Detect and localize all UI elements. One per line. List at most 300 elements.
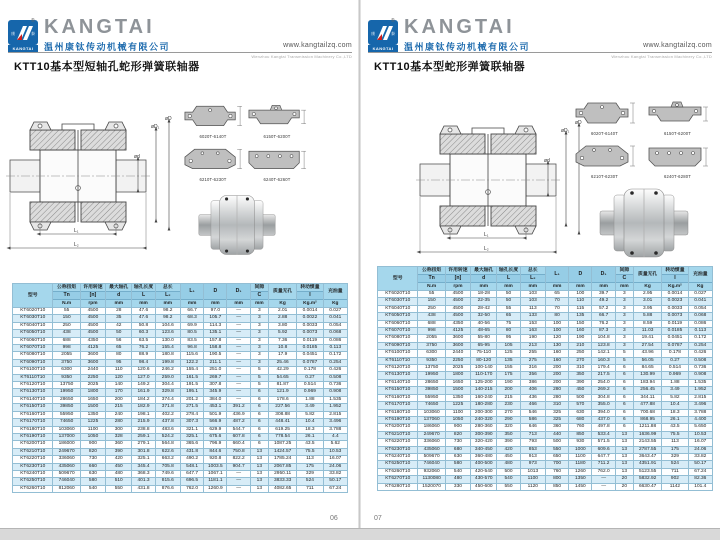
value-cell: 40-56 <box>471 320 497 327</box>
value-cell: 688 <box>53 337 80 344</box>
value-cell: 4125 <box>80 345 105 352</box>
value-cell: — <box>227 389 250 396</box>
value-cell: 200 <box>106 396 132 403</box>
value-cell: 19.41 <box>633 335 661 342</box>
value-cell: 822.2 <box>227 456 250 463</box>
value-cell: 80-120 <box>471 357 497 364</box>
column-header <box>592 267 615 291</box>
model-cell: KT6150T10 <box>13 404 53 411</box>
value-cell: 251.0 <box>204 367 227 374</box>
model-cell: KT6040T10 <box>378 305 418 312</box>
value-cell: 1050 <box>80 433 105 440</box>
model-cell: KT6090T10 <box>13 359 53 366</box>
value-cell: 550 <box>545 446 568 453</box>
value-cell: 270 <box>569 357 592 364</box>
value-cell: 5 <box>615 350 633 357</box>
model-cell: KT6190T10 <box>378 416 418 423</box>
value-cell: 26.1 <box>297 433 323 440</box>
value-cell: 5 <box>250 374 268 381</box>
value-cell: — <box>227 485 250 492</box>
column-header <box>106 284 132 308</box>
header-text: rpm <box>446 282 470 290</box>
value-cell: 240-320 <box>471 416 497 423</box>
header-text: I <box>662 274 687 282</box>
value-cell: 6 <box>615 372 633 379</box>
table-row <box>378 483 713 490</box>
value-cell: 68.3 <box>180 315 203 322</box>
value-cell: 310 <box>545 402 568 409</box>
model-cell: KT6260T10 <box>13 485 53 492</box>
value-cell: — <box>227 330 250 337</box>
value-cell: 96.8 <box>180 345 203 352</box>
table-row <box>378 476 713 483</box>
value-cell: 1260.9 <box>204 485 227 492</box>
value-cell: 191.5 <box>180 382 203 389</box>
cover-range-label: 6240T-6260T <box>263 177 291 182</box>
value-cell: 240 <box>106 411 132 418</box>
model-cell: KT6170T10 <box>378 402 418 409</box>
value-cell: 6 <box>250 411 268 418</box>
value-cell: 1181.1 <box>204 478 227 485</box>
column-header <box>204 284 227 308</box>
cover-drawing-icon <box>247 145 307 171</box>
value-cell: 6 <box>615 424 633 431</box>
value-cell: 98.2 <box>155 315 180 322</box>
value-cell: 350 <box>497 431 520 438</box>
value-cell: 1120 <box>520 483 545 490</box>
value-cell: 110 <box>106 367 132 374</box>
header-text: rpm <box>81 299 105 307</box>
value-cell: 81.87 <box>268 382 296 389</box>
value-cell: 3 <box>615 313 633 320</box>
coupling-photo <box>197 192 277 263</box>
value-cell: 509670 <box>418 453 445 460</box>
cover-variant <box>570 99 639 136</box>
value-cell: 646 <box>520 424 545 431</box>
table-row <box>378 372 713 379</box>
header-text: 转动惯量 <box>665 268 685 273</box>
value-cell: 259.1 <box>132 433 155 440</box>
value-cell: 571.5 <box>592 439 615 446</box>
value-cell: 663.2 <box>155 456 180 463</box>
value-cell: 580 <box>80 478 105 485</box>
value-cell: 2.815 <box>323 411 347 418</box>
coupling-photo <box>598 185 690 266</box>
value-cell: 746040 <box>418 461 445 468</box>
value-cell: 6 <box>250 419 268 426</box>
header-text: L₂ <box>156 291 180 299</box>
model-cell: KT6220T10 <box>378 439 418 446</box>
model-cell: KT6120T10 <box>378 365 418 372</box>
value-cell: 550 <box>106 485 132 492</box>
value-cell: 255 <box>520 350 545 357</box>
model-cell: KT6080T10 <box>378 335 418 342</box>
header-text: mm <box>569 282 591 290</box>
value-cell: 155.4 <box>180 367 203 374</box>
value-cell: 32-50 <box>471 313 497 320</box>
value-cell: 95 <box>497 335 520 342</box>
cover-variant <box>570 142 639 179</box>
value-cell: 630 <box>569 409 592 416</box>
desk-background <box>0 529 720 540</box>
cover-variant <box>247 102 307 139</box>
value-cell: 60.3 <box>132 330 155 337</box>
value-cell: 115.6 <box>180 352 203 359</box>
value-cell: 230 <box>497 402 520 409</box>
value-cell: 3833.33 <box>268 478 296 485</box>
value-cell: 80 <box>545 313 568 320</box>
value-cell: 56 <box>106 337 132 344</box>
header-text: Kg <box>269 299 296 307</box>
model-cell: KT6050T10 <box>378 313 418 320</box>
section-drawing-svg <box>6 92 178 258</box>
value-cell: 1225 <box>445 402 470 409</box>
value-cell: 210 <box>569 342 592 349</box>
table-row <box>378 320 713 327</box>
value-cell: 149.2 <box>132 382 155 389</box>
value-cell: 275 <box>520 357 545 364</box>
value-cell: 19950 <box>418 372 445 379</box>
website-link[interactable]: www.kangtailzq.com <box>283 42 352 49</box>
value-cell: — <box>227 315 250 322</box>
coupling-photo-image <box>598 185 690 261</box>
column-header <box>80 284 105 308</box>
value-cell: 6 <box>615 379 633 386</box>
value-cell: 436.9 <box>227 411 250 418</box>
value-cell: 2143.55 <box>633 439 661 446</box>
value-cell: 161.9 <box>132 389 155 396</box>
table-row <box>13 478 348 485</box>
value-cell: 249670 <box>418 431 445 438</box>
header-text: N.m <box>53 299 79 307</box>
value-cell: 390 <box>569 379 592 386</box>
model-cell: KT6140T10 <box>13 396 53 403</box>
value-cell: 175 <box>497 372 520 379</box>
value-cell: 55 <box>497 305 520 312</box>
model-cell: KT6260T10 <box>378 468 418 475</box>
dim-label-l2: L₂ <box>484 246 489 252</box>
value-cell: 1500 <box>445 387 470 394</box>
value-cell: 270 <box>497 409 520 416</box>
value-cell: 336060 <box>53 456 80 463</box>
model-cell: KT6230T10 <box>378 446 418 453</box>
column-header <box>378 267 418 291</box>
value-cell: 50 <box>497 298 520 305</box>
value-cell: 0.113 <box>688 328 712 335</box>
table-row <box>13 389 348 396</box>
cover-range-label: 6020T-6140T <box>199 134 227 139</box>
header-text: 型号 <box>392 276 403 281</box>
value-cell: 1785.24 <box>268 456 296 463</box>
table-row <box>13 463 348 470</box>
model-cell: KT6020T10 <box>13 308 53 315</box>
value-cell: 876.6 <box>155 485 180 492</box>
cover-variant <box>183 145 243 182</box>
value-cell: 619.25 <box>268 426 296 433</box>
value-cell: 10.53 <box>323 448 347 455</box>
column-header <box>227 284 250 308</box>
table-row <box>13 374 348 381</box>
value-cell: 10.4 <box>662 402 688 409</box>
value-cell: 2067.85 <box>268 463 296 470</box>
value-cell: 730 <box>445 439 470 446</box>
value-cell: 1500 <box>80 404 105 411</box>
value-cell: 27.54 <box>633 342 661 349</box>
value-cell: — <box>227 367 250 374</box>
value-cell: 2440 <box>445 350 470 357</box>
column-header <box>418 267 445 291</box>
value-cell: 345.9 <box>204 389 227 396</box>
value-cell: 50 <box>497 291 520 298</box>
value-cell: 2.95 <box>633 291 661 298</box>
value-cell: — <box>592 483 615 490</box>
value-cell: 320 <box>497 424 520 431</box>
value-cell: 1650 <box>445 379 470 386</box>
value-cell: 902 <box>662 476 688 483</box>
value-cell: 1013 <box>520 468 545 475</box>
value-cell: 4500 <box>80 315 105 322</box>
model-cell: KT6100T10 <box>13 367 53 374</box>
value-cell: 5.650 <box>688 424 712 431</box>
value-cell: 158.8 <box>204 345 227 352</box>
table-row <box>13 426 348 433</box>
value-cell: 930 <box>569 439 592 446</box>
value-cell: 325 <box>545 416 568 423</box>
value-cell: 0.0451 <box>297 352 323 359</box>
header-text: L₁ <box>546 267 568 282</box>
value-cell: 4500 <box>445 305 470 312</box>
value-cell: 13 <box>615 453 633 460</box>
value-cell: 24.06 <box>688 446 712 453</box>
value-cell: 39.7 <box>592 291 615 298</box>
table-row <box>13 367 348 374</box>
value-cell: 133 <box>520 313 545 320</box>
value-cell: 3 <box>615 320 633 327</box>
value-cell: 0.0451 <box>662 335 688 342</box>
value-cell: 2055 <box>418 335 445 342</box>
value-cell: 8.59 <box>633 320 661 327</box>
value-cell: 3 <box>250 315 268 322</box>
value-cell: 0.969 <box>297 389 323 396</box>
value-cell: 1800 <box>80 389 105 396</box>
value-cell: 307.8 <box>204 382 227 389</box>
value-cell: 711 <box>662 468 688 475</box>
value-cell: 3.49 <box>662 387 688 394</box>
page-gutter <box>358 0 361 528</box>
value-cell: 501.9 <box>204 411 227 418</box>
value-cell: 250 <box>418 305 445 312</box>
value-cell: 431.8 <box>180 448 203 455</box>
value-cell: 18.3 <box>297 426 323 433</box>
value-cell: 180-280 <box>471 402 497 409</box>
value-cell: 250 <box>569 350 592 357</box>
model-cell: KT6120T10 <box>13 382 53 389</box>
value-cell: 6 <box>615 365 633 372</box>
model-cell: KT6040T10 <box>13 322 53 329</box>
value-cell: 477.88 <box>633 402 661 409</box>
value-cell: 480 <box>106 470 132 477</box>
value-cell: 88.9 <box>132 352 155 359</box>
value-cell: 1650 <box>80 396 105 403</box>
value-cell: 1.952 <box>323 404 347 411</box>
value-cell: 33.82 <box>688 453 712 460</box>
value-cell: 5.88 <box>633 313 661 320</box>
value-cell: 435060 <box>418 446 445 453</box>
value-cell: 500 <box>545 439 568 446</box>
cover-variant <box>183 102 243 139</box>
model-cell: KT6220T10 <box>13 456 53 463</box>
header-text: mm <box>181 299 203 307</box>
dim-label-l2: L₂ <box>74 242 79 248</box>
value-cell: 711 <box>297 485 323 492</box>
value-cell: 696.5 <box>180 478 203 485</box>
value-cell: 4.400 <box>688 416 712 423</box>
company-name-en: Wenzhou Kangtai Transmission Machinery Co.,LTD <box>611 54 712 59</box>
column-header <box>615 267 633 291</box>
value-cell: 607.8 <box>227 433 250 440</box>
value-cell: 435060 <box>53 463 80 470</box>
value-cell: 1100 <box>569 453 592 460</box>
value-cell: 3.49 <box>297 404 323 411</box>
coupling-photo-image <box>197 192 277 258</box>
value-cell: 130 <box>545 342 568 349</box>
value-cell: 70 <box>545 305 568 312</box>
table-row <box>13 470 348 477</box>
value-cell: 328 <box>106 433 132 440</box>
value-cell: 749.6 <box>155 470 180 477</box>
website-link[interactable]: www.kangtailzq.com <box>643 42 712 49</box>
value-cell: 160-240 <box>471 394 497 401</box>
value-cell: 269.2 <box>592 387 615 394</box>
value-cell: 438 <box>53 330 80 337</box>
table-row <box>13 315 348 322</box>
value-cell: 57.2 <box>592 305 615 312</box>
value-cell: 0.736 <box>323 382 347 389</box>
value-cell: 13 <box>615 461 633 468</box>
value-cell: 329.8 <box>155 389 180 396</box>
value-cell: 13750 <box>53 382 80 389</box>
value-cell: 1050 <box>445 416 470 423</box>
value-cell: 4500 <box>445 313 470 320</box>
table-row <box>378 365 713 372</box>
value-cell: 0.041 <box>323 315 347 322</box>
value-cell: 3643.47 <box>633 453 661 460</box>
model-cell: KT6250T10 <box>13 478 53 485</box>
value-cell: 330 <box>445 483 470 490</box>
header-text: 间隙 <box>254 285 265 290</box>
value-cell: 76.2 <box>592 320 615 327</box>
header-text: 间隙 <box>619 268 630 273</box>
value-cell: 200-300 <box>471 409 497 416</box>
value-cell: 1067.1 <box>204 470 227 477</box>
spec-table-basic <box>377 266 713 491</box>
value-cell: 711.2 <box>592 461 615 468</box>
value-cell: 998 <box>53 345 80 352</box>
value-cell: 65-95 <box>471 342 497 349</box>
value-cell: 190 <box>520 335 545 342</box>
value-cell: 13 <box>250 463 268 470</box>
value-cell: 195.1 <box>180 389 203 396</box>
table-row <box>378 350 713 357</box>
value-cell: 2025 <box>80 382 105 389</box>
value-cell: 74650 <box>53 419 80 426</box>
value-cell: 850 <box>545 483 568 490</box>
value-cell: 647.7 <box>592 453 615 460</box>
value-cell: 180.8 <box>155 352 180 359</box>
column-header <box>180 284 203 308</box>
value-cell: 150 <box>569 320 592 327</box>
value-cell: 6 <box>250 426 268 433</box>
value-cell: 16.07 <box>323 456 347 463</box>
value-cell: 0.736 <box>688 365 712 372</box>
value-cell: 483.6 <box>155 426 180 433</box>
value-cell: 524.2 <box>155 433 180 440</box>
header-text: mm <box>592 282 614 290</box>
header-text: mm <box>132 299 154 307</box>
value-cell: 730 <box>80 456 105 463</box>
value-cell: 186060 <box>418 424 445 431</box>
value-cell: 920.8 <box>204 456 227 463</box>
value-cell: 121.9 <box>268 389 296 396</box>
value-cell: 524 <box>297 478 323 485</box>
value-cell: 1.535 <box>688 379 712 386</box>
value-cell: 125-200 <box>471 379 497 386</box>
cover-variant <box>247 145 307 182</box>
section-drawing-svg <box>416 96 588 262</box>
value-cell: 431.8 <box>132 485 155 492</box>
value-cell: 5 <box>250 382 268 389</box>
model-cell: KT6240T10 <box>378 453 418 460</box>
value-cell: 150 <box>418 298 445 305</box>
value-cell: 360 <box>106 441 132 448</box>
dim-label-l1: L₁ <box>484 232 489 238</box>
table-row <box>378 453 713 460</box>
table-row <box>13 396 348 403</box>
value-cell: 680 <box>569 416 592 423</box>
value-cell: 135.1 <box>204 330 227 337</box>
value-cell: 609.6 <box>592 446 615 453</box>
model-cell: KT6060T10 <box>378 320 418 327</box>
header-text: mm <box>156 299 180 307</box>
model-cell: KT6250T10 <box>378 461 418 468</box>
value-cell: 394.0 <box>592 409 615 416</box>
header-text: 转动惯量 <box>300 285 320 290</box>
value-cell: 122.2 <box>180 359 203 366</box>
value-cell: 190.5 <box>204 352 227 359</box>
value-cell: 850 <box>569 431 592 438</box>
value-cell: 3.788 <box>323 426 347 433</box>
value-cell: 0.172 <box>323 352 347 359</box>
brand-name: KANGTAI <box>404 16 515 38</box>
svg-text:泰: 泰 <box>391 31 395 36</box>
value-cell: 103060 <box>53 426 80 433</box>
value-cell: 5123.55 <box>633 468 661 475</box>
table-row <box>378 313 713 320</box>
model-cell: KT6150T10 <box>378 387 418 394</box>
table-row <box>378 409 713 416</box>
value-cell: 360-480 <box>471 453 497 460</box>
value-cell: 4500 <box>80 308 105 315</box>
header-text: [n] <box>446 274 470 282</box>
value-cell: 113 <box>520 305 545 312</box>
value-cell: 904.7 <box>227 463 250 470</box>
value-cell: 5 <box>615 357 633 364</box>
cover-drawing-icon <box>646 142 710 168</box>
value-cell: 746040 <box>53 478 80 485</box>
value-cell: 3.80 <box>268 322 296 329</box>
value-cell: 11.03 <box>633 328 661 335</box>
value-cell: 103060 <box>418 409 445 416</box>
